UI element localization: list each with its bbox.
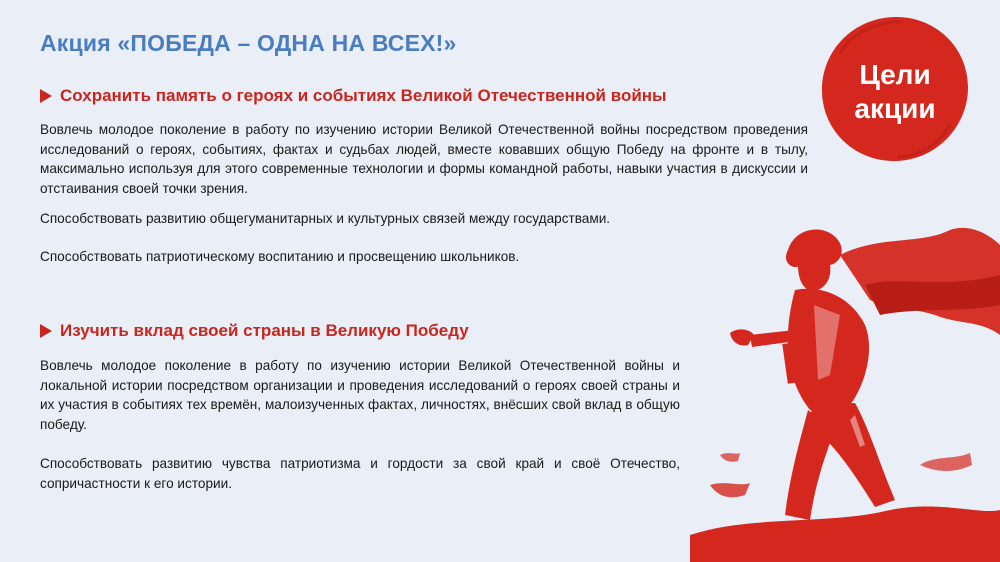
triangle-right-icon — [40, 89, 52, 103]
section-1-paragraph-1: Вовлечь молодое поколение в работу по изучению истории Великой Отечественной войны посредством проведения исследований о героях, событиях, фактах и судьбах людей, вместе ковавших общую Победу на фронте и в тылу, максимально используя для этого современные технологии и формы командной работы, навыки участия в дискуссии и отстаивания своей точки зрения. — [40, 122, 808, 196]
badge-line-2: акции — [854, 93, 936, 124]
section-1-paragraph-3: Способствовать патриотическому воспитанию и просвещению школьников. — [40, 249, 520, 264]
soldier-illustration — [690, 215, 1000, 562]
section-heading-text: Сохранить память о героях и событиях Великой Отечественной войны — [60, 86, 667, 105]
section-2-paragraph-2: Способствовать развитию чувства патриотизма и гордости за свой край и своё Отечество, сопричастности к его истории. — [40, 456, 680, 491]
section-heading-1 — [40, 86, 667, 106]
section-heading-2 — [40, 321, 469, 341]
goals-badge — [820, 14, 970, 164]
section-heading-text: Изучить вклад своей страны в Великую Победу — [60, 321, 469, 340]
badge-line-1: Цели — [859, 59, 931, 90]
triangle-right-icon — [40, 324, 52, 338]
section-2-paragraph-1: Вовлечь молодое поколение в работу по изучению истории Великой Отечественной войны и локальной истории посредством организации и проведения исследований о героях своей страны и их участия в событиях тех времён, малоизученных фактах, личностях, внёсших свой вклад в общую победу. — [40, 358, 680, 432]
section-1-paragraph-2: Способствовать развитию общегуманитарных и культурных связей между государствами. — [40, 211, 611, 226]
page-title: Акция «ПОБЕДА – ОДНА НА ВСЕХ!» — [40, 30, 457, 56]
badge-label — [820, 58, 970, 126]
